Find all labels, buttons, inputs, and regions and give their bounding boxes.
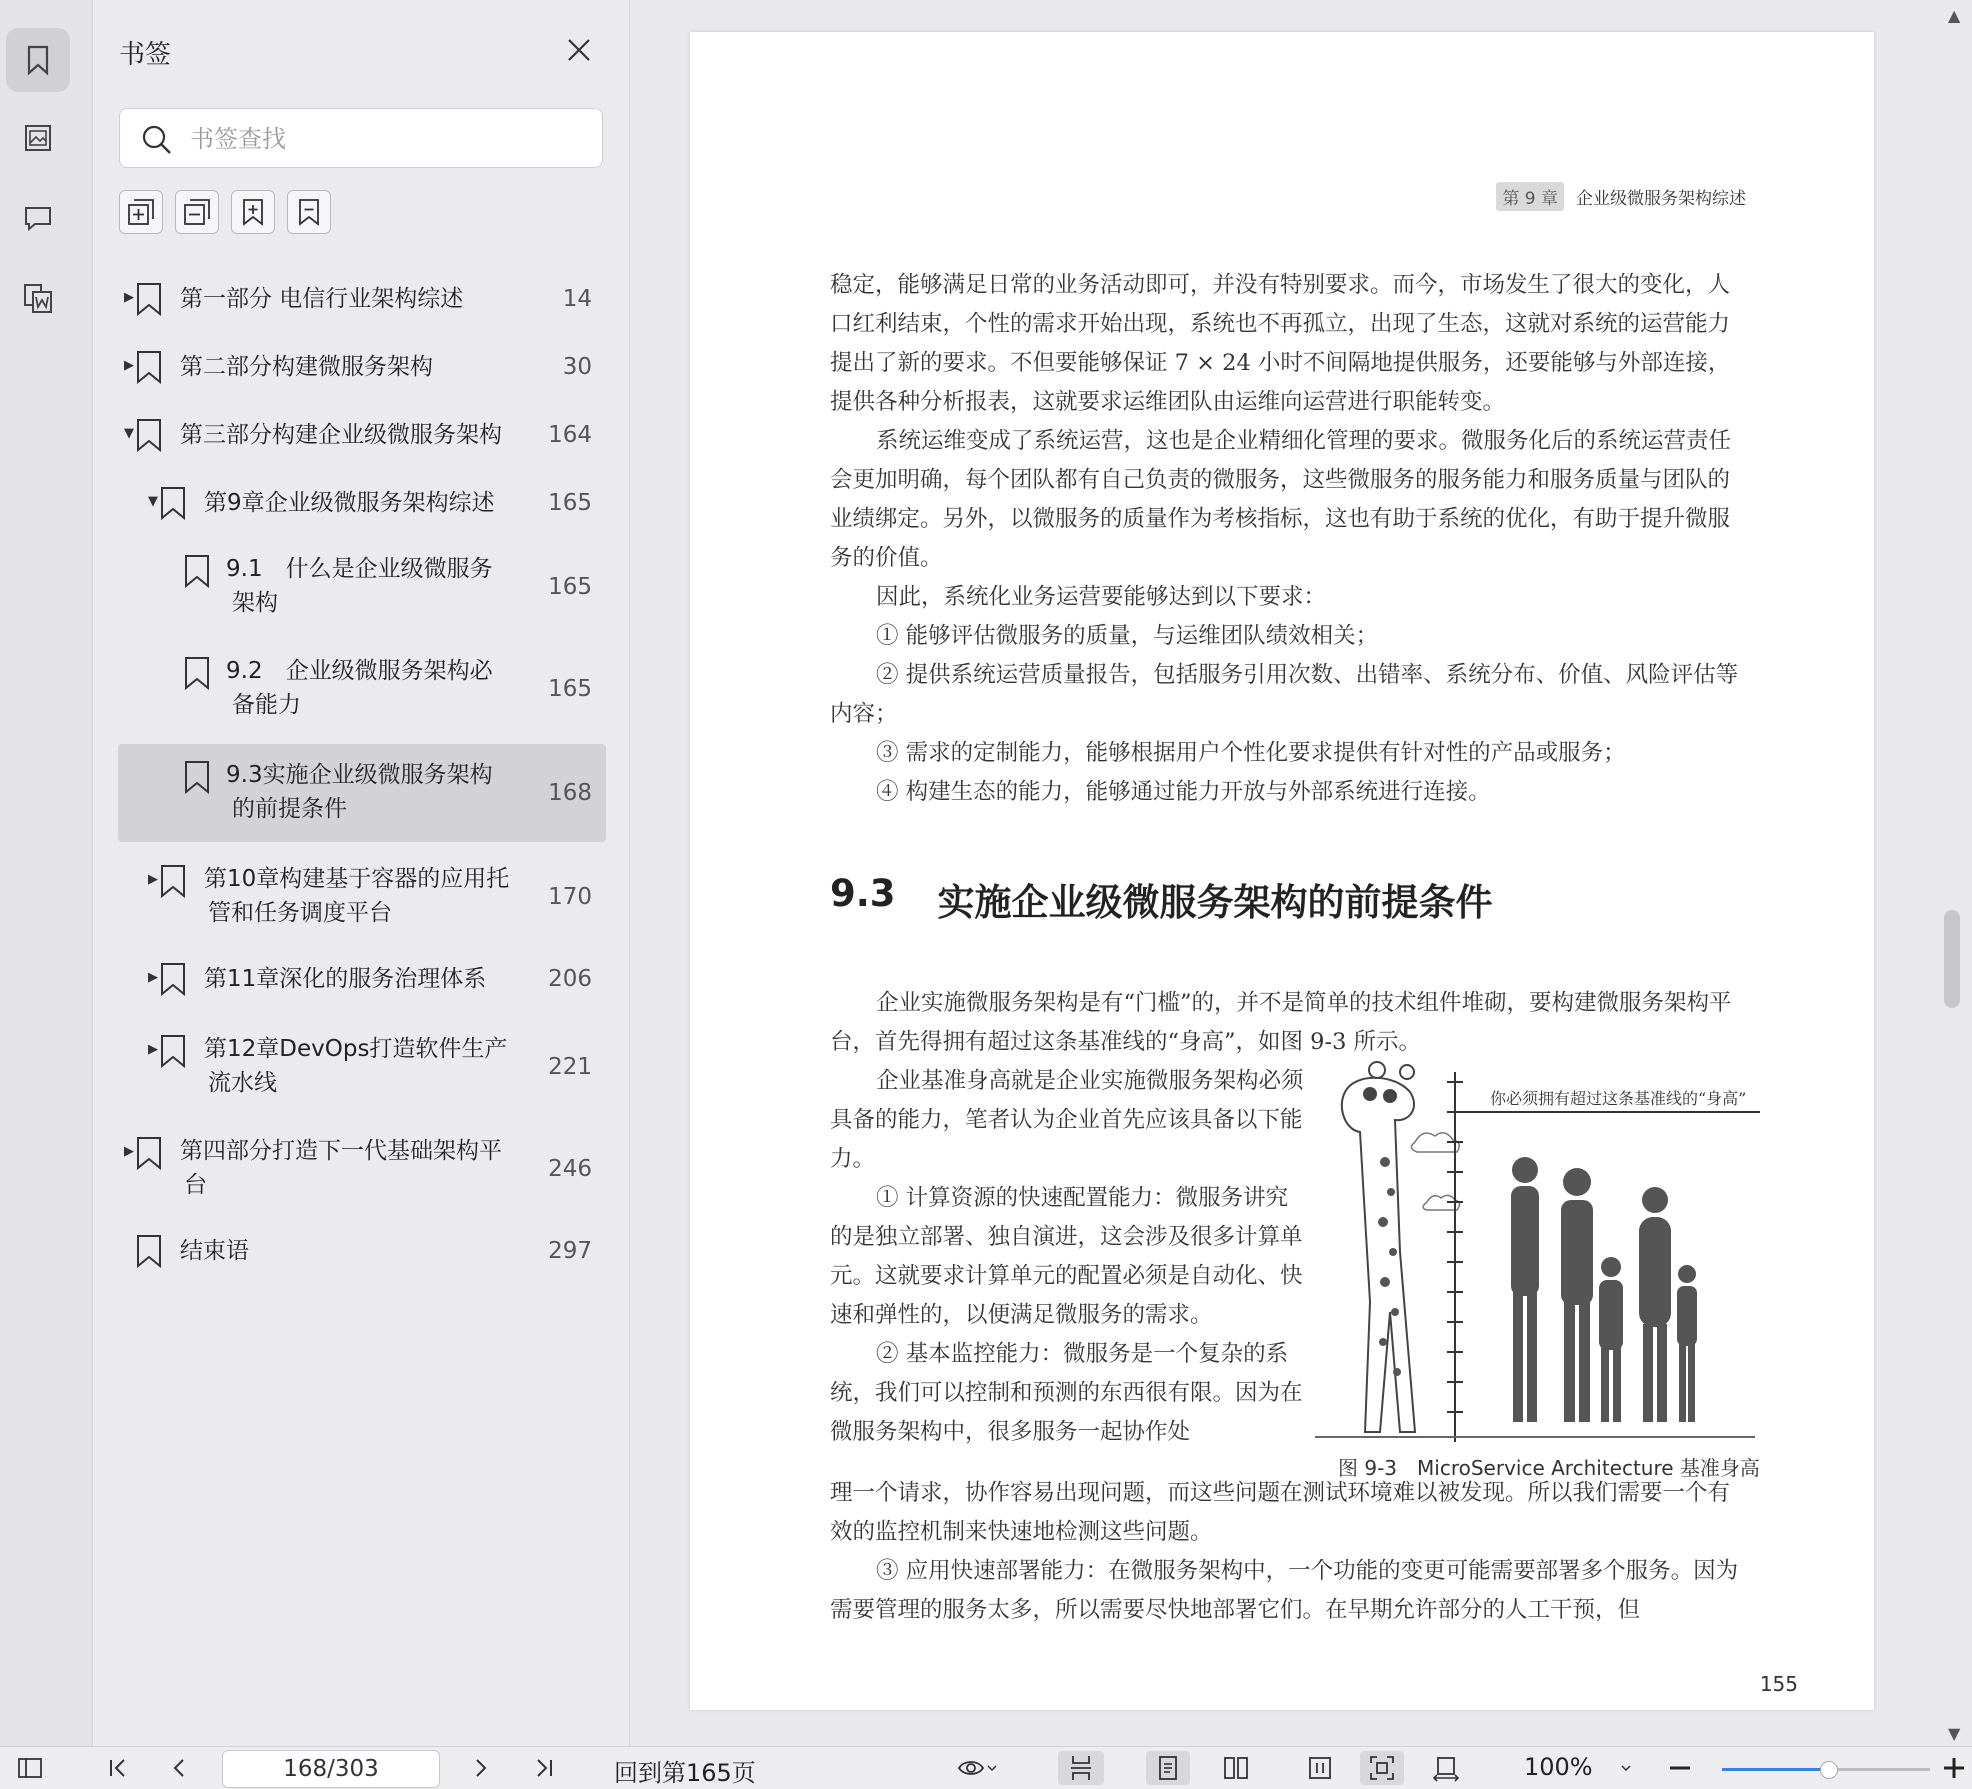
- bookmark-page: 206: [548, 966, 592, 992]
- bookmark-panel: [93, 0, 630, 1746]
- previous-page-button[interactable]: [162, 1751, 198, 1785]
- bookmark-label-line2: 台: [184, 1172, 207, 1198]
- bookmark-label-line1: 第10章构建基于容器的应用托: [204, 866, 510, 892]
- bookmark-icon: [160, 1034, 186, 1068]
- minus-icon: [1666, 1754, 1694, 1782]
- section-intro: [830, 984, 1750, 1062]
- bookmark-page: 164: [548, 422, 592, 448]
- convert-panel-button[interactable]: [6, 266, 70, 330]
- bookmark-item[interactable]: [118, 276, 606, 322]
- continuous-scroll-button[interactable]: [1058, 1751, 1104, 1785]
- list-item: ③ 应用快速部署能力：在微服务架构中，一个功能的变更可能需要部署多个服务。因为需要管理的服务太多，所以需要尽快地部署它们。在早期允许部分的人工干预，但: [830, 1558, 1739, 1623]
- collapse-all-icon: [182, 197, 212, 227]
- figure-caption: 图 9-3 MicroService Architecture 基准身高: [1338, 1456, 1760, 1480]
- paragraph: 系统运维变成了系统运营，这也是企业精细化管理的要求。微服务化后的系统运营责任会更加明确，每个团队都有自己负责的微服务，这些微服务的服务能力和服务质量与团队的业绩绑定。另外，以微服务的质量作为考核指标，这也有助于系统的优化，有助于提升微服务的价值。: [830, 428, 1732, 571]
- bookmark-icon: [184, 760, 210, 794]
- document-page: [690, 32, 1874, 1710]
- scrollbar-thumb[interactable]: [1944, 910, 1960, 1008]
- bookmark-search-input[interactable]: [188, 119, 582, 159]
- bookmark-page: 297: [548, 1238, 592, 1264]
- bookmark-page: 165: [548, 490, 592, 516]
- left-icon-rail: [0, 0, 93, 1746]
- bookmark-page: 221: [548, 1054, 592, 1080]
- list-item: ③ 需求的定制能力，能够根据用户个性化要求提供有针对性的产品或服务；: [876, 740, 1626, 766]
- continuous-scroll-icon: [1067, 1754, 1095, 1782]
- list-item: ② 提供系统运营质量报告，包括服务引用次数、出错率、系统分布、价值、风险评估等内容；: [830, 662, 1739, 727]
- fit-page-button[interactable]: [1360, 1751, 1404, 1785]
- collapse-arrow-icon[interactable]: ▼: [148, 494, 158, 509]
- section-heading: [830, 872, 1493, 926]
- back-to-page-link[interactable]: 回到第165页: [614, 1759, 756, 1787]
- plus-icon: [1940, 1754, 1968, 1782]
- add-bookmark-icon: [238, 197, 268, 227]
- page-number-input[interactable]: 168/303: [222, 1750, 440, 1788]
- bookmark-icon: [136, 418, 162, 452]
- add-bookmark-button[interactable]: [231, 190, 275, 234]
- paragraph: 企业实施微服务架构是有“门槛”的，并不是简单的技术组件堆砌，要构建微服务架构平台，首先得拥有超过这条基准线的“身高”，如图 9-3 所示。: [830, 990, 1732, 1055]
- bookmark-page: 30: [562, 354, 592, 380]
- bookmark-item[interactable]: [118, 548, 606, 628]
- bookmark-label-line2: 备能力: [232, 692, 301, 718]
- section-number: 9.3: [830, 872, 896, 915]
- chevron-left-icon: [166, 1754, 194, 1782]
- paragraph: 理一个请求，协作容易出现问题，而这些问题在测试环境难以被发现。所以我们需要一个有效的监控机制来快速地检测这些问题。: [830, 1480, 1731, 1545]
- page-number: 155: [1759, 1672, 1798, 1696]
- figure-giraffe-height-chart: [1315, 1052, 1765, 1452]
- single-page-icon: [1154, 1754, 1182, 1782]
- next-page-button[interactable]: [462, 1751, 498, 1785]
- zoom-slider-fill: [1722, 1768, 1828, 1771]
- zoom-slider-knob[interactable]: [1820, 1761, 1838, 1779]
- section-title: 实施企业级微服务架构的前提条件: [937, 881, 1493, 924]
- actual-size-icon: [1306, 1754, 1334, 1782]
- annotation-panel-button[interactable]: [6, 186, 70, 250]
- paragraph: 稳定，能够满足日常的业务活动即可，并没有特别要求。而今，市场发生了很大的变化，人口红利结束，个性的需求开始出现，系统也不再孤立，出现了生态，这就对系统的运营能力提出了新的要求。不但要能够保证 7 × 24 小时不间隔地提供服务，还要能够与外部连接，提供各种分析报表，这就要求运维团队由运维向运营进行职能转变。: [830, 272, 1731, 415]
- collapse-arrow-icon[interactable]: ▼: [124, 426, 134, 441]
- bookmark-item[interactable]: [118, 480, 606, 526]
- first-page-icon: [104, 1754, 132, 1782]
- measuring-ruler: [1447, 1072, 1463, 1442]
- bookmark-icon: [184, 656, 210, 690]
- bookmark-icon: [136, 1136, 162, 1170]
- bookmark-label-line2: 的前提条件: [232, 796, 347, 822]
- bookmark-item[interactable]: [118, 956, 606, 1002]
- figure-banner-text: 你必须拥有超过这条基准线的“身高”: [1490, 1089, 1747, 1108]
- bottom-toolbar: [0, 1746, 1972, 1789]
- bookmark-label: 第二部分构建微服务架构: [180, 354, 433, 380]
- search-icon: [140, 123, 174, 157]
- bookmark-label-line2: 流水线: [208, 1070, 277, 1096]
- comment-icon: [21, 201, 55, 235]
- bookmark-item[interactable]: [118, 344, 606, 390]
- expand-arrow-icon[interactable]: ▶: [148, 970, 158, 985]
- bookmark-page: 14: [562, 286, 592, 312]
- bookmark-icon: [184, 554, 210, 588]
- running-head-title: 企业级微服务架构综述: [1576, 189, 1746, 209]
- expand-arrow-icon[interactable]: ▶: [148, 1042, 158, 1057]
- bookmark-label-line1: 第12章DevOps打造软件生产: [204, 1036, 508, 1062]
- fit-width-icon: [1432, 1754, 1460, 1782]
- bookmark-item-selected[interactable]: [118, 744, 606, 842]
- last-page-icon: [530, 1754, 558, 1782]
- collapse-all-button[interactable]: [175, 190, 219, 234]
- bookmark-label: 第9章企业级微服务架构综述: [204, 490, 495, 516]
- close-icon[interactable]: [563, 34, 595, 66]
- bookmark-icon: [136, 350, 162, 384]
- body-text-bottom: [830, 1474, 1750, 1630]
- bookmark-page: 246: [548, 1156, 592, 1182]
- scroll-up-arrow-icon[interactable]: ▲: [1948, 6, 1961, 25]
- bookmark-label: 第三部分构建企业级微服务架构: [180, 422, 502, 448]
- list-item: ② 基本监控能力：微服务是一个复杂的系统，我们可以控制和预测的东西很有限。因为在微服务架构中，很多服务一起协作处: [830, 1341, 1303, 1445]
- chevron-down-icon: [1619, 1761, 1633, 1775]
- zoom-slider[interactable]: [1722, 1768, 1930, 1771]
- bookmark-label: 第11章深化的服务治理体系: [204, 966, 487, 992]
- view-mode-dropdown[interactable]: [948, 1751, 1008, 1785]
- toggle-sidebar-button[interactable]: [12, 1751, 48, 1785]
- bookmark-panel-button[interactable]: [6, 28, 70, 92]
- last-page-button[interactable]: [526, 1751, 562, 1785]
- word-convert-icon: [21, 281, 55, 315]
- bookmark-search-box[interactable]: [119, 108, 603, 168]
- bookmark-icon: [136, 1234, 162, 1268]
- thumbnail-panel-button[interactable]: [6, 106, 70, 170]
- bookmark-page: 170: [548, 884, 592, 910]
- fit-width-button[interactable]: [1424, 1751, 1468, 1785]
- bookmark-page: 168: [548, 780, 592, 806]
- chevron-down-icon: [985, 1761, 999, 1775]
- first-page-button[interactable]: [100, 1751, 136, 1785]
- bookmark-label-line1: 第四部分打造下一代基础架构平: [180, 1138, 502, 1164]
- bookmark-label-line1: 9.2 企业级微服务架构必: [226, 658, 493, 684]
- body-text-top: [830, 266, 1750, 812]
- remove-bookmark-icon: [294, 197, 324, 227]
- bookmark-page: 165: [548, 574, 592, 600]
- expand-all-icon: [126, 197, 156, 227]
- bookmark-label-line2: 架构: [232, 590, 278, 616]
- chevron-right-icon: [466, 1754, 494, 1782]
- bookmark-label-line1: 9.3实施企业级微服务架构: [226, 762, 493, 788]
- scroll-down-arrow-icon[interactable]: ▼: [1948, 1724, 1961, 1743]
- two-page-icon: [1222, 1754, 1250, 1782]
- bookmark-label-line2: 管和任务调度平台: [208, 900, 392, 926]
- running-head: [1496, 182, 1746, 211]
- bookmark-item[interactable]: [118, 858, 606, 938]
- zoom-level[interactable]: 100%: [1524, 1753, 1593, 1781]
- wrapped-text: [830, 1062, 1306, 1452]
- bookmark-label: 结束语: [180, 1238, 249, 1264]
- sidebar-toggle-icon: [16, 1754, 44, 1782]
- actual-size-button[interactable]: [1298, 1751, 1342, 1785]
- list-item: ① 计算资源的快速配置能力：微服务讲究的是独立部署、独自演进，这会涉及很多计算单元。这就要求计算单元的配置必须是自动化、快速和弹性的，以便满足微服务的需求。: [830, 1185, 1303, 1328]
- zoom-in-button[interactable]: [1940, 1751, 1968, 1785]
- chapter-badge: 第 9 章: [1496, 182, 1564, 211]
- bookmark-label: 第一部分 电信行业架构综述: [180, 286, 464, 312]
- image-icon: [21, 121, 55, 155]
- bookmark-icon: [21, 43, 55, 77]
- expand-arrow-icon[interactable]: ▶: [148, 872, 158, 887]
- bookmark-icon: [160, 486, 186, 520]
- bookmark-icon: [160, 864, 186, 898]
- document-viewport[interactable]: [630, 0, 1972, 1746]
- bookmark-item[interactable]: [118, 412, 606, 458]
- list-item: ① 能够评估微服务的质量，与运维团队绩效相关；: [876, 623, 1379, 649]
- expand-arrow-icon[interactable]: ▶: [124, 358, 134, 373]
- single-page-button[interactable]: [1146, 1751, 1190, 1785]
- paragraph: 企业基准身高就是企业实施微服务架构必须具备的能力，笔者认为企业首先应该具备以下能力。: [830, 1068, 1304, 1172]
- two-page-button[interactable]: [1214, 1751, 1258, 1785]
- bookmark-label-line1: 9.1 什么是企业级微服务: [226, 556, 493, 582]
- giraffe-illustration: [1342, 1062, 1415, 1432]
- fit-page-icon: [1368, 1754, 1396, 1782]
- bookmark-icon: [160, 962, 186, 996]
- remove-bookmark-button[interactable]: [287, 190, 331, 234]
- paragraph: 因此，系统化业务运营要能够达到以下要求：: [876, 584, 1327, 610]
- bookmark-item[interactable]: [118, 650, 606, 730]
- zoom-dropdown[interactable]: [1614, 1751, 1638, 1785]
- expand-all-button[interactable]: [119, 190, 163, 234]
- bookmark-icon: [136, 282, 162, 316]
- list-item: ④ 构建生态的能力，能够通过能力开放与外部系统进行连接。: [876, 779, 1491, 805]
- bookmark-item[interactable]: [118, 1130, 606, 1210]
- expand-arrow-icon[interactable]: ▶: [124, 1144, 134, 1159]
- bookmark-page: 165: [548, 676, 592, 702]
- zoom-out-button[interactable]: [1664, 1751, 1696, 1785]
- expand-arrow-icon[interactable]: ▶: [124, 290, 134, 305]
- bookmark-item[interactable]: [118, 1028, 606, 1108]
- panel-title: 书签: [119, 40, 172, 70]
- bookmark-item[interactable]: [118, 1228, 606, 1274]
- eye-icon: [957, 1754, 985, 1782]
- family-silhouettes: [1511, 1157, 1697, 1422]
